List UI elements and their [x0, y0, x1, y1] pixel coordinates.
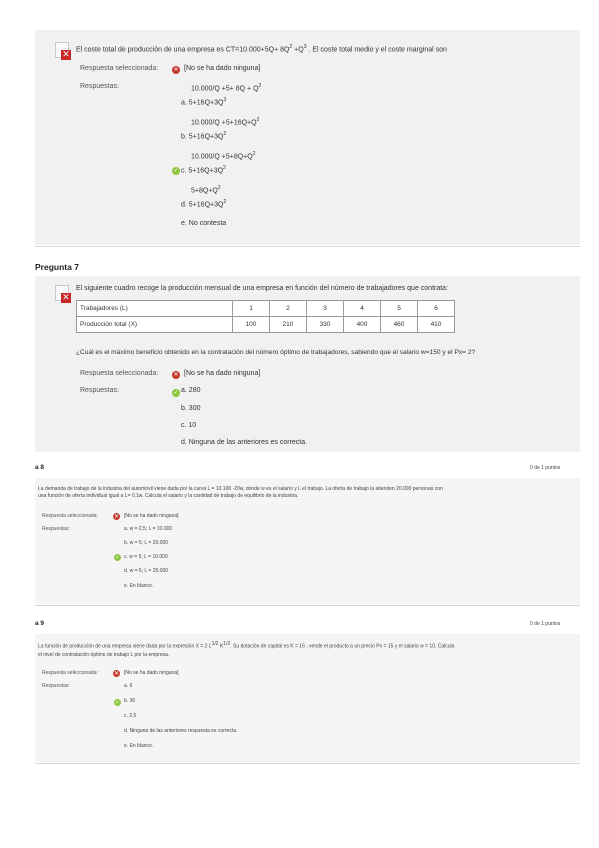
option-d: d. w = 5; L = 25.000 [124, 568, 169, 574]
separator [35, 605, 580, 606]
option-c: c. $5+16Q+3Q^2$ [181, 165, 226, 175]
separator [35, 246, 580, 247]
option-c-line1: $10.000/Q +5+8Q+Q^2$ [191, 151, 256, 161]
option-e: e. No contesta [181, 220, 227, 227]
wrong-answer-icon: ✕ [113, 670, 120, 677]
option-c: c. 2,5 [124, 713, 137, 719]
answers-label: Respuestas: [42, 683, 70, 689]
option-c: c. w = 5; L = 10.000 [124, 554, 168, 560]
selected-answer-value: [No se ha dado ninguna] [184, 65, 261, 72]
question-8-score: 0 de 1 puntos [530, 465, 561, 471]
answers-label: Respuestas: [42, 526, 70, 532]
table-cell: 6 [418, 301, 455, 317]
question-8-heading: a 8 [35, 464, 45, 471]
question-9-score: 0 de 1 puntos [530, 621, 561, 627]
question-9-statement: La función de producción de una empresa viene dada por la expresión X = 2 $L^{1/2}$ $K^{1/2}$. Su dotación de capital es K = 16 , vende el producto a un precio Px = 15 y el salario w = 10. Calcula el nivel de contratación óptimo de trabajo L por la empresa. [38, 641, 455, 658]
selected-answer-value: [No se ha dado ninguna] [184, 370, 261, 377]
option-c: c. 10 [181, 422, 197, 429]
correct-answer-icon: ✓ [173, 389, 179, 396]
option-a: a. 6 [124, 683, 133, 689]
table-cell: 330 [307, 317, 344, 333]
table-cell: 410 [418, 317, 455, 333]
incorrect-question-icon: ✕ [55, 42, 73, 60]
table-row [77, 301, 455, 317]
question-6-statement: El coste total de producción de una empresa es $CT=10.000+5Q+ 8Q^2 +Q^3$ . El coste total medio y el coste marginal son [76, 44, 447, 54]
table-cell: 100 [233, 317, 270, 333]
option-b: b. w = 5; L = 20.000 [124, 540, 169, 546]
wrong-answer-icon: ✕ [113, 513, 120, 520]
wrong-answer-icon: ✕ [173, 371, 179, 378]
question-8-statement: La demanda de trabajo de la industria del automóvil viene dada por la curva L = 10.100 -20w, donde w es el salario y L el trabajo. La oferta de trabajo la atienden 20.000 personas con una función de oferta individual igual a L= 0,1w. Calcula el salario y la cantidad de trabajo de equilibrio de la industria. [38, 486, 443, 499]
incorrect-question-icon: ✕ [55, 285, 73, 303]
question-7-statement: El siguiente cuadro recoge la producción mensual de una empresa en función del número de trabajadores que contrata: [76, 285, 449, 292]
selected-answer-value: [No se ha dado ninguna] [124, 670, 179, 676]
option-b: b. $5+16Q+3Q^2$ [181, 131, 227, 141]
option-a: a. 280 [181, 387, 201, 394]
option-d-line1: $5+8Q+Q^2$ [191, 185, 221, 195]
question-7-question: ¿Cuál es el máximo beneficio obtenido en la contratación del número óptimo de trabajadores, sabiendo que el salario w=150 y el Px= 2? [76, 349, 476, 356]
option-d: d. Ninguna de las anteriores es correcta. [181, 439, 308, 446]
production-table [76, 300, 455, 333]
option-d: d. $5+16Q+3Q^2$ [181, 199, 227, 209]
correct-answer-icon: ✓ [114, 554, 121, 561]
question-9-heading: a 9 [35, 620, 45, 627]
table-row [77, 317, 455, 333]
wrong-answer-icon: ✕ [173, 66, 179, 73]
table-cell: 400 [344, 317, 381, 333]
option-b: b. 300 [181, 405, 201, 412]
correct-answer-icon: ✓ [173, 167, 179, 174]
option-a: a. $5+16Q+3Q^3$ [181, 97, 227, 107]
correct-answer-icon: ✓ [114, 699, 121, 706]
option-b-line1: $10.000/Q +5+16Q+Q^2$ [191, 117, 260, 127]
table-row-label: Producción total (X) [77, 317, 233, 333]
separator [35, 763, 580, 764]
option-a: a. w = 2,5; L = 10.000 [124, 526, 173, 532]
selected-answer-label: Respuesta seleccionada: [42, 670, 98, 676]
question-7-heading: Pregunta 7 [35, 262, 79, 272]
selected-answer-label: Respuesta seleccionada: [80, 65, 159, 72]
answers-label: Respuestas: [80, 83, 119, 90]
selected-answer-label: Respuesta seleccionada: [42, 513, 98, 519]
option-b: b. 36 [124, 698, 136, 704]
table-cell: 5 [381, 301, 418, 317]
table-cell: 460 [381, 317, 418, 333]
table-cell: 3 [307, 301, 344, 317]
table-cell: 2 [270, 301, 307, 317]
selected-answer-label: Respuesta seleccionada: [80, 370, 159, 377]
option-e: e. En blanco. [124, 583, 154, 589]
option-a-line1: $10.000/Q +5+ 8Q + Q^2$ [191, 83, 262, 93]
option-d: d. Ninguna de las anteriores respuesta es correcta. [124, 728, 238, 734]
table-cell: 210 [270, 317, 307, 333]
selected-answer-value: [No se ha dado ninguna] [124, 513, 179, 519]
option-e: e. En blanco. [124, 743, 154, 749]
answers-label: Respuestas: [80, 387, 119, 394]
table-row-label: Trabajadores (L) [77, 301, 233, 317]
question-6-panel [35, 30, 580, 245]
table-cell: 4 [344, 301, 381, 317]
table-cell: 1 [233, 301, 270, 317]
